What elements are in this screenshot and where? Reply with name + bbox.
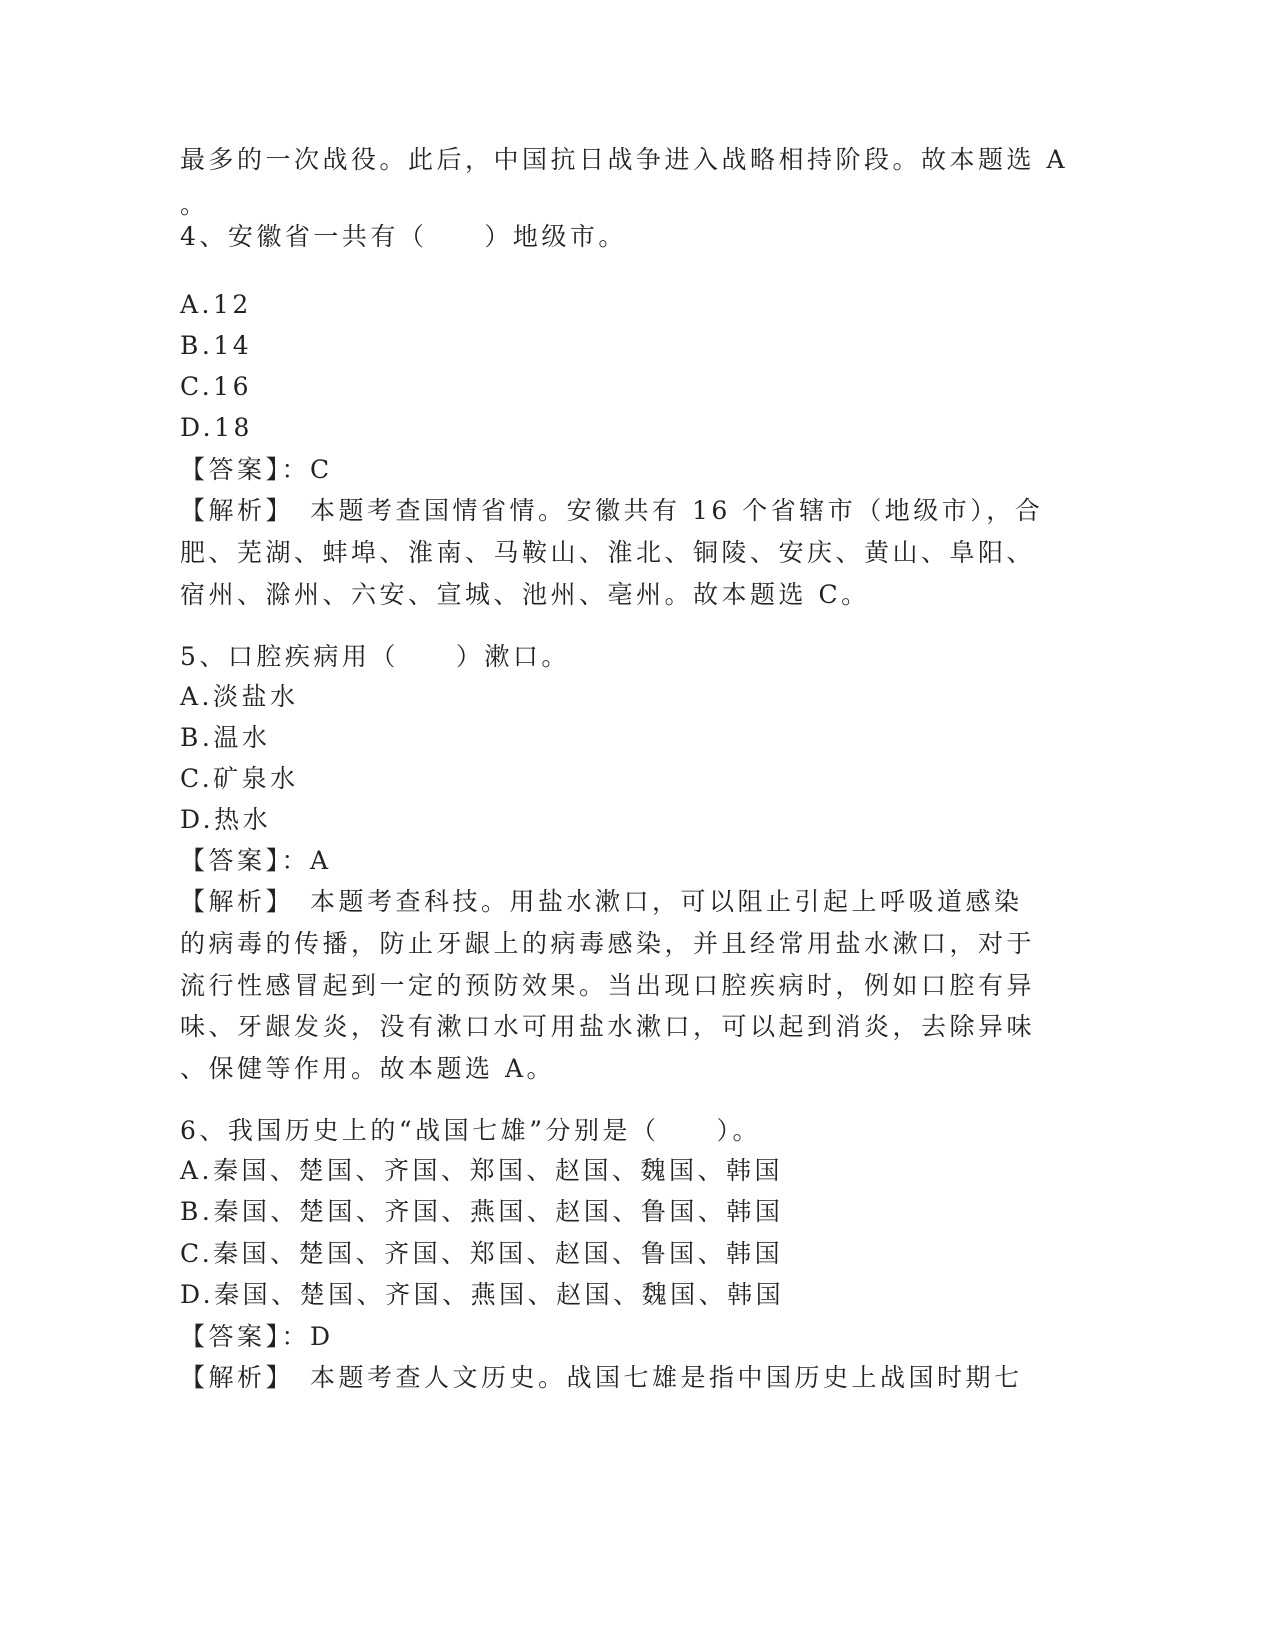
q5-analysis-line: 味、牙龈发炎，没有漱口水可用盐水漱口，可以起到消炎，去除异味 bbox=[180, 1012, 1036, 1041]
q6-answer: 【答案】：D bbox=[180, 1322, 334, 1351]
q6-option-d: D.秦国、楚国、齐国、燕国、赵国、魏国、韩国 bbox=[180, 1280, 785, 1309]
q4-question: 4、安徽省一共有（ ）地级市。 bbox=[180, 222, 627, 251]
q5-option-c: C.矿泉水 bbox=[180, 764, 299, 793]
q5-analysis-line: 【解析】 本题考查科技。用盐水漱口，可以阻止引起上呼吸道感染 bbox=[180, 887, 1023, 916]
q6-option-c: C.秦国、楚国、齐国、郑国、赵国、鲁国、韩国 bbox=[180, 1239, 784, 1268]
q4-option-b: B.14 bbox=[180, 331, 253, 360]
q3-explanation-line: 最多的一次战役。此后，中国抗日战争进入战略相持阶段。故本题选 A bbox=[180, 145, 1069, 174]
q5-analysis-line: 、保健等作用。故本题选 A。 bbox=[180, 1054, 556, 1083]
q3-explanation-line: 。 bbox=[180, 190, 209, 219]
q4-analysis-line: 宿州、滁州、六安、宣城、池州、亳州。故本题选 C。 bbox=[180, 580, 870, 609]
q5-analysis-line: 流行性感冒起到一定的预防效果。当出现口腔疾病时，例如口腔有异 bbox=[180, 971, 1036, 1000]
q5-question: 5、口腔疾病用（ ）漱口。 bbox=[180, 642, 570, 671]
q5-analysis-line: 的病毒的传播，防止牙龈上的病毒感染，并且经常用盐水漱口，对于 bbox=[180, 929, 1036, 958]
q5-option-d: D.热水 bbox=[180, 805, 272, 834]
q5-answer: 【答案】：A bbox=[180, 846, 332, 875]
q4-analysis-line: 【解析】 本题考查国情省情。安徽共有 16 个省辖市（地级市），合 bbox=[180, 496, 1044, 525]
q6-question: 6、我国历史上的“战国七雄”分别是（ ）。 bbox=[180, 1116, 761, 1145]
q4-analysis-line: 肥、芜湖、蚌埠、淮南、马鞍山、淮北、铜陵、安庆、黄山、阜阳、 bbox=[180, 538, 1036, 567]
q4-option-c: C.16 bbox=[180, 372, 252, 401]
q5-option-a: A.淡盐水 bbox=[180, 682, 299, 711]
q6-option-b: B.秦国、楚国、齐国、燕国、赵国、鲁国、韩国 bbox=[180, 1197, 784, 1226]
q6-option-a: A.秦国、楚国、齐国、郑国、赵国、魏国、韩国 bbox=[180, 1156, 784, 1185]
q4-answer: 【答案】：C bbox=[180, 455, 333, 484]
q4-option-d: D.18 bbox=[180, 413, 253, 442]
q4-option-a: A.12 bbox=[180, 290, 252, 319]
q6-analysis-line: 【解析】 本题考查人文历史。战国七雄是指中国历史上战国时期七 bbox=[180, 1363, 1023, 1392]
q5-option-b: B.温水 bbox=[180, 723, 271, 752]
